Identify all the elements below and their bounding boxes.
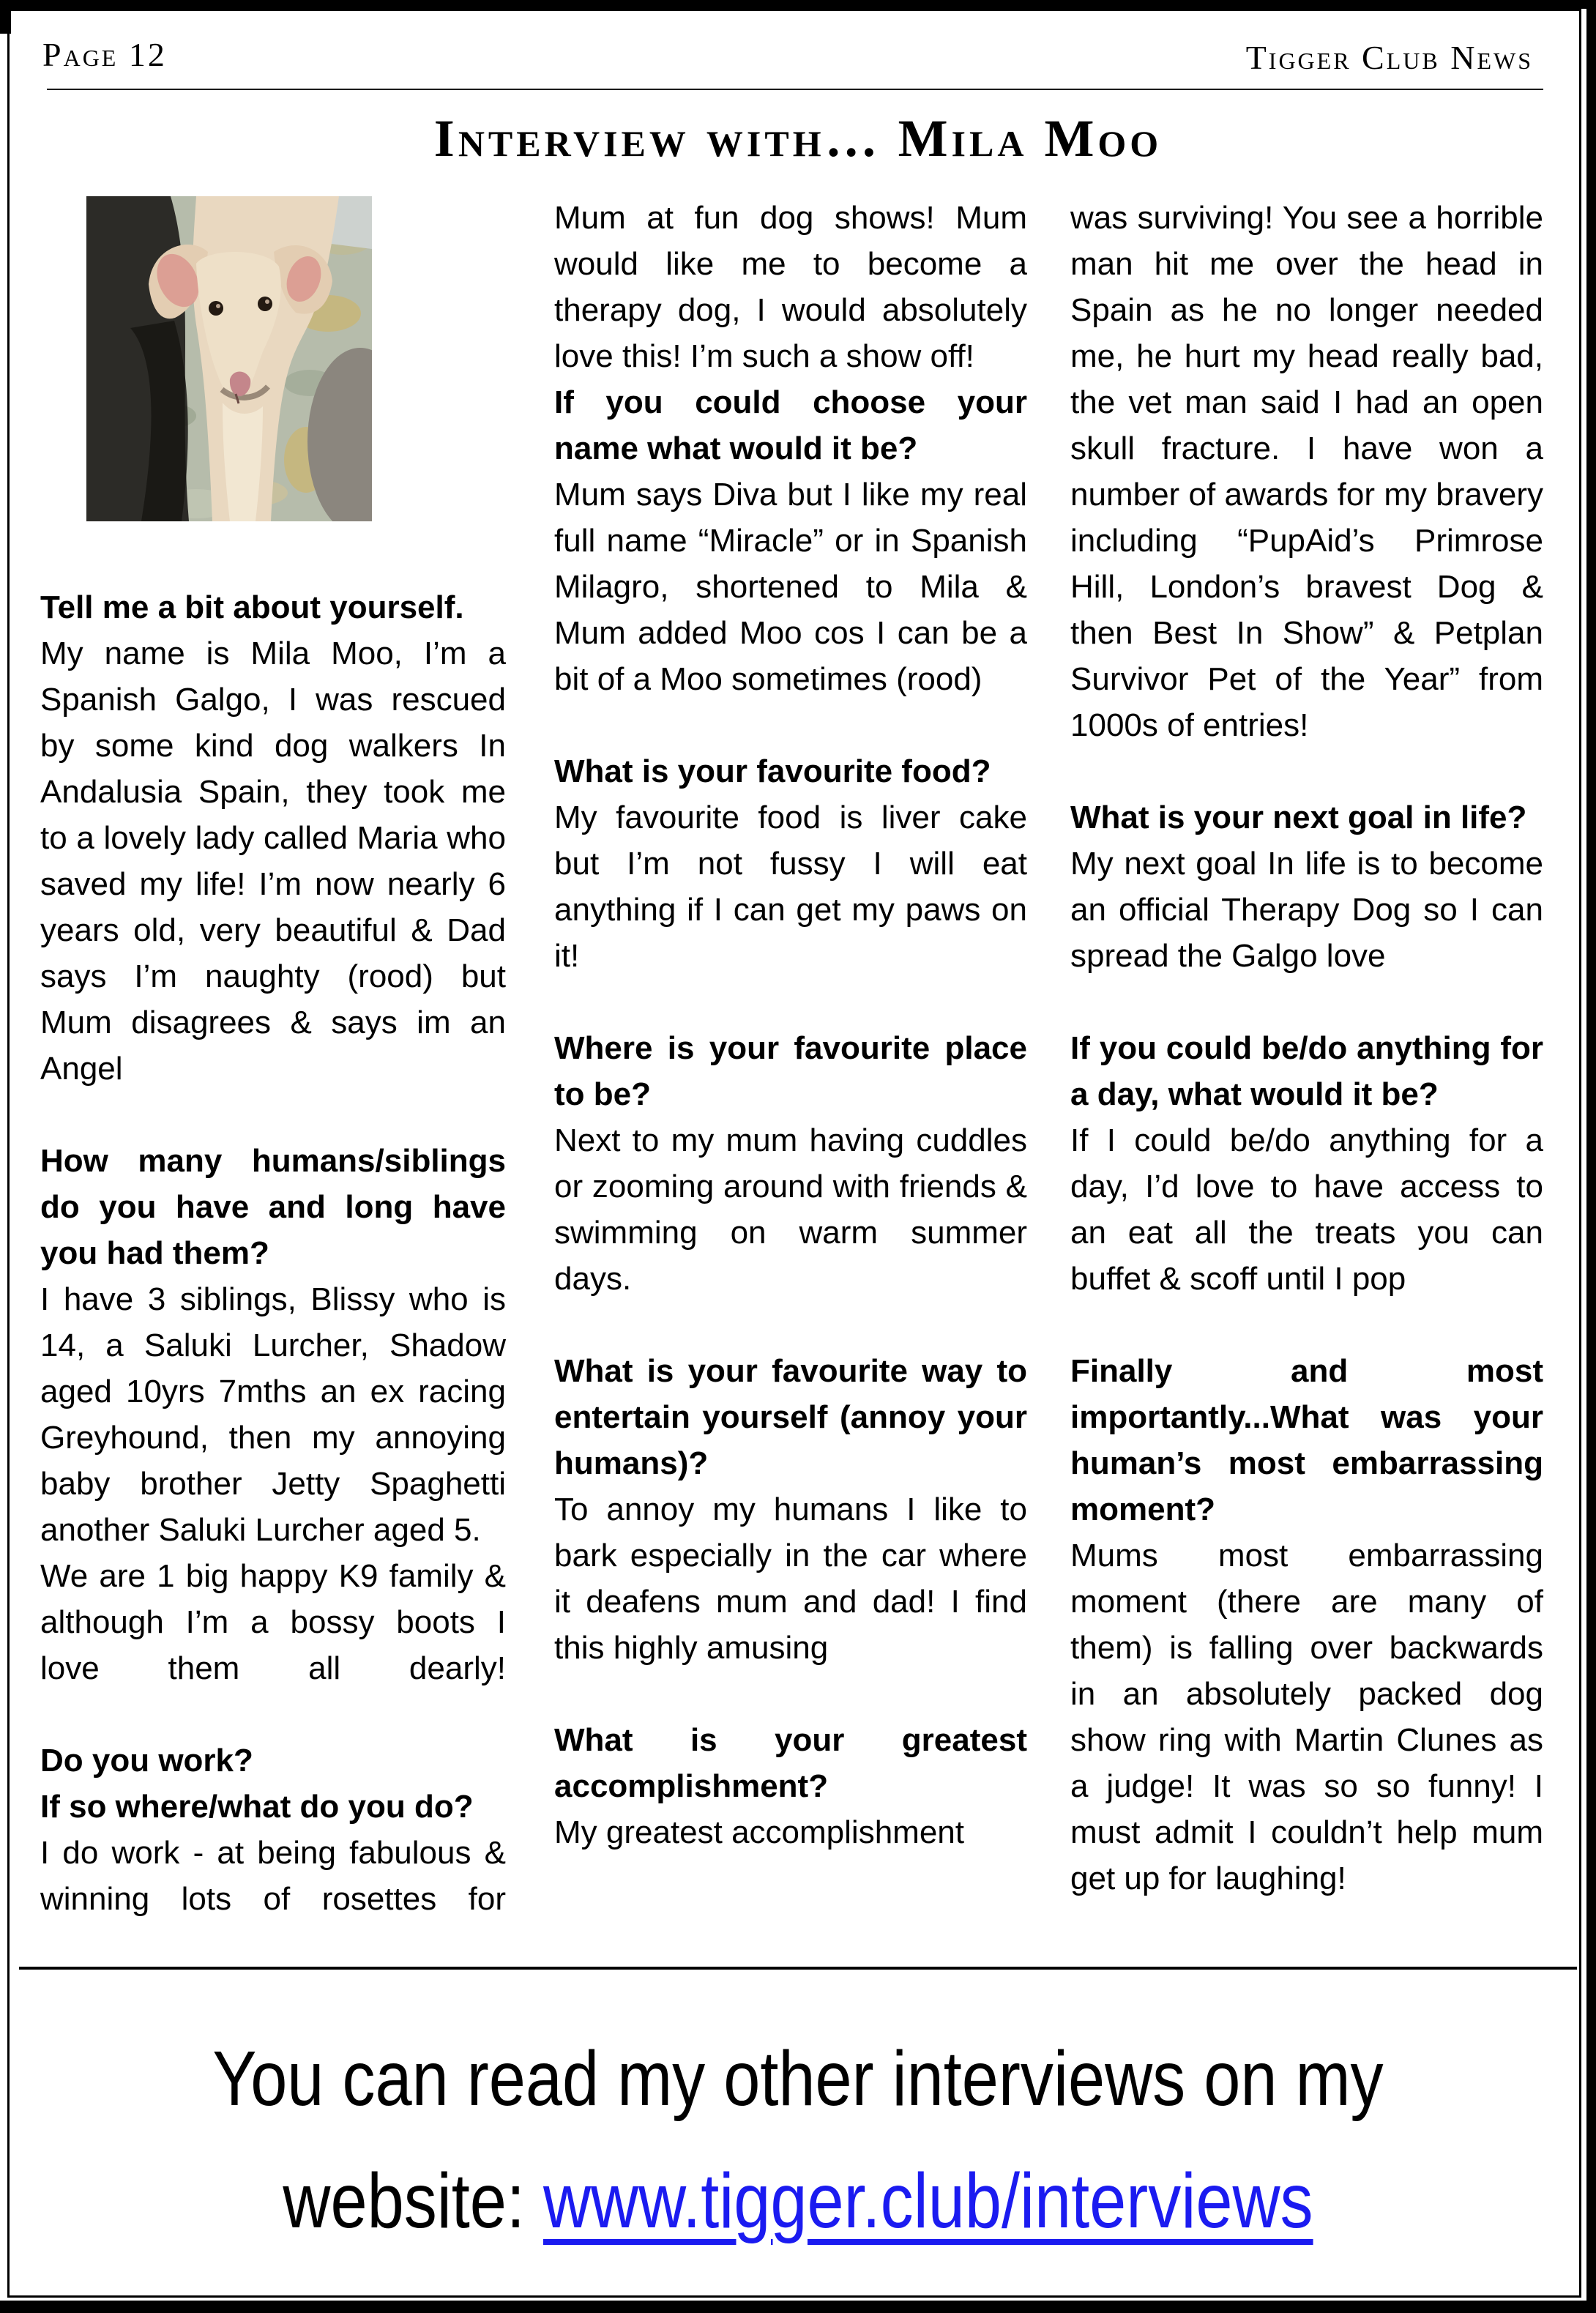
answer-paragraph: My next goal In life is to become an official Therapy Dog so I can spread the Galgo love [1070,846,1543,974]
spacer [554,979,1027,1025]
header-divider [47,89,1543,90]
page-edge-bottom [0,2301,1596,2313]
question-heading: Finally and most importantly...What was your human’s most embarrassing moment? [1070,1353,1543,1527]
mila-photo [86,196,372,521]
question-heading: What is your favourite food? [554,753,991,789]
dog-photo-illustration [86,196,372,521]
newsletter-name: Tigger Club News [1245,39,1533,76]
spacer [1070,979,1543,1025]
article-title: Interview with… Mila Moo [433,109,1163,168]
question-heading: If so where/what do you do? [40,1789,474,1825]
answer-paragraph: My greatest accomplishment [554,1814,964,1850]
answer-paragraph: My name is Mila Moo, I’m a Spanish Galgo, I was rescued by some kind dog walkers In Andalusia Spain, they took me to a lovely lady called Maria who saved my life! I’m now nearly 6 years old, very beautiful & Dad says I’m naughty (rood) but Mum disagrees & says im an Angel [40,636,506,1087]
spacer [1070,748,1543,794]
question-heading: Do you work? [40,1743,253,1778]
spacer [554,702,1027,748]
question-heading: What is your greatest accomplishment? [554,1722,1027,1804]
answer-paragraph: Mums most embarrassing moment (there are many of them) is falling over backwards in an absolutely packed dog show ring with Martin Clunes as a judge! It was so so funny! I must admit I couldn’t help mum get up for laughing! [1070,1538,1543,1896]
answer-paragraph: I do work - at being fabulous & winning lots of rosettes for [40,1835,506,1917]
spacer [40,1092,506,1138]
question-heading: How many humans/siblings do you have and long have you had them? [40,1143,506,1271]
question-heading: What is your favourite way to entertain yourself (annoy your humans)? [554,1353,1027,1481]
question-heading: Where is your favourite place to be? [554,1030,1027,1112]
footer-text [120,2018,1477,2263]
footer-line-1: You can read my other interviews on my [212,2035,1384,2122]
question-heading: What is your next goal in life? [1070,800,1527,835]
answer-paragraph: was surviving! You see a horrible man hit me over the head in Spain as he no longer needed me, he hurt my head really bad, the vet man said I had an open skull fracture. I have won a number of awards for my bravery including “PupAid’s Primrose Hill, London’s bravest Dog & then Best In Show” & Petplan Survivor Pet of the Year” from 1000s of entries! [1070,200,1543,743]
answer-paragraph: Mum at fun dog shows! Mum would like me to become a therapy dog, I would absolutely love this! I’m such a show off! [554,200,1027,374]
answer-paragraph: I have 3 siblings, Blissy who is 14, a Saluki Lurcher, Shadow aged 10yrs 7mths an ex racing Greyhound, then my annoying baby brother Jetty Spaghetti another Saluki Lurcher aged 5. [40,1281,506,1548]
interviews-link[interactable]: www.tigger.club/interviews [542,2158,1313,2245]
answer-paragraph: We are 1 big happy K9 family & although I’m a bossy boots I love them all dearly! [40,1558,506,1686]
footer-website-prefix: website: [283,2158,543,2245]
spacer [40,1691,506,1737]
article-column-1 [40,584,506,1922]
spacer [554,1302,1027,1348]
question-heading: If you could be/do anything for a day, what would it be? [1070,1030,1543,1112]
spacer [554,1671,1027,1717]
question-heading: Tell me a bit about yourself. [40,589,464,625]
article-column-2 [554,195,1027,1855]
question-heading: If you could choose your name what would it be? [554,384,1027,466]
spacer [1070,1302,1543,1348]
footer-line-2 [120,2140,1477,2262]
answer-paragraph: If I could be/do anything for a day, I’d love to have access to an eat all the treats you can buffet & scoff until I pop [1070,1122,1543,1297]
page-edge-top [0,0,1596,9]
footer-divider [19,1967,1577,1970]
answer-paragraph: Next to my mum having cuddles or zooming around with friends & swimming on warm summer days. [554,1122,1027,1297]
page-number: Page 12 [42,36,167,73]
answer-paragraph: Mum says Diva but I like my real full name “Miracle” or in Spanish Milagro, shortened to Mila & Mum added Moo cos I can be a bit of a Moo sometimes (rood) [554,477,1027,697]
answer-paragraph: My favourite food is liver cake but I’m not fussy I will eat anything if I can get my paws on it! [554,800,1027,974]
page-edge-right [1586,0,1596,2313]
article-column-3 [1070,195,1543,1902]
answer-paragraph: To annoy my humans I like to bark especially in the car where it deafens mum and dad! I find this highly amusing [554,1491,1027,1666]
